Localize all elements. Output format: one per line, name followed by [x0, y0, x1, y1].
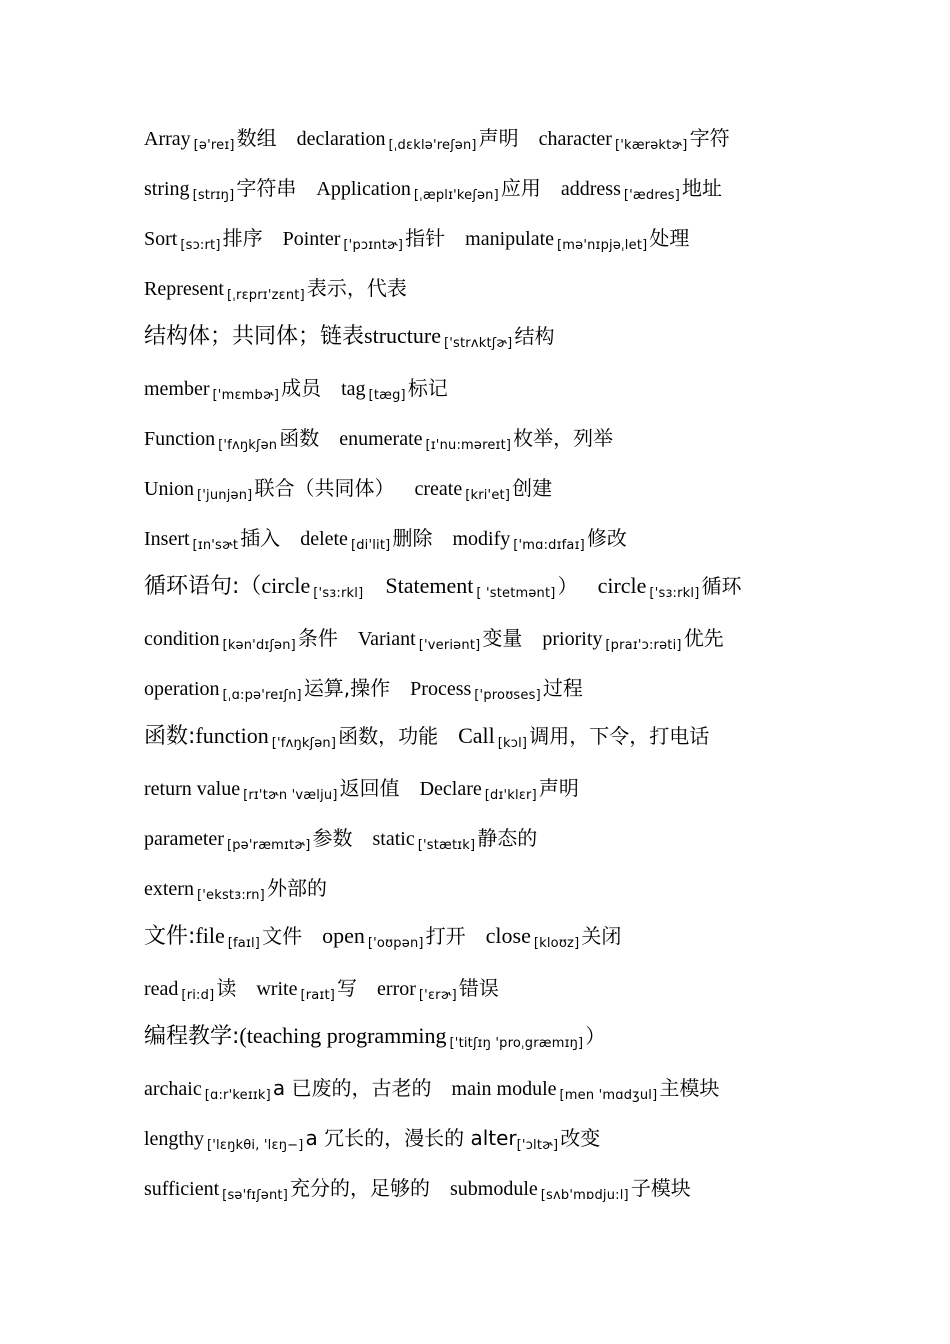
chinese-meaning: 改变: [560, 1126, 601, 1150]
phonetic: [kri'et]: [465, 488, 511, 503]
chinese-meaning: 主模块: [659, 1076, 720, 1100]
section-heading: 文件:: [144, 924, 196, 949]
vocab-term: priority: [542, 628, 603, 650]
chinese-meaning: 修改: [586, 526, 627, 550]
phonetic: [kən'dɪʃən]: [222, 638, 296, 653]
vocab-term: extern: [144, 878, 194, 900]
section-heading: 循环语句:（: [144, 574, 262, 599]
chinese-meaning: a 已废的，古老的: [272, 1076, 432, 1100]
chinese-meaning: 处理: [649, 226, 690, 250]
vocab-term: open: [322, 923, 365, 948]
vocab-line: [144, 626, 724, 654]
phonetic: ['sɜ:rkl]: [649, 586, 700, 601]
phonetic: [ɪ'nu:məreɪt]: [425, 438, 512, 453]
vocab-term: Function: [144, 428, 216, 450]
vocab-term: function: [195, 723, 269, 748]
phonetic: ['pɔɪntɚ]: [343, 238, 404, 253]
phonetic: ['oʊpən]: [367, 936, 424, 951]
vocab-term: submodule: [449, 1178, 538, 1200]
vocab-term: address: [560, 178, 621, 200]
chinese-meaning: 错误: [458, 976, 499, 1000]
vocab-term: parameter: [144, 828, 224, 850]
phonetic: [sə'fɪʃənt]: [222, 1188, 288, 1203]
vocab-term: return value: [144, 778, 241, 800]
chinese-meaning: 文件: [262, 924, 303, 948]
chinese-meaning: 外部的: [266, 876, 327, 900]
phonetic: [ˌɑ:pə'reɪʃn]: [222, 688, 302, 703]
phonetic: ['stætɪk]: [417, 838, 476, 853]
vocab-term: Variant: [357, 628, 416, 650]
phonetic: ['ɛrɚ]: [418, 988, 457, 1003]
chinese-meaning: 指针: [405, 226, 446, 250]
vocab-term: structure: [364, 323, 441, 348]
vocab-term: create: [414, 478, 463, 500]
chinese-meaning: 子模块: [630, 1176, 691, 1200]
vocab-line: [144, 476, 552, 504]
chinese-meaning: 变量: [482, 626, 523, 650]
vocab-line: [144, 574, 742, 602]
phonetic: [dɪ'klɛr]: [484, 788, 537, 803]
vocab-term: Represent: [144, 278, 224, 300]
vocab-term: manipulate: [465, 228, 554, 250]
vocab-term: Pointer: [282, 228, 341, 250]
section-heading: 结构体；共同体；链表: [144, 324, 365, 349]
phonetic: [rɪ'tɚn 'vælju]: [243, 788, 338, 803]
vocab-term: main module: [451, 1078, 557, 1100]
phonetic: [ 'stetmənt]: [476, 586, 556, 601]
chinese-meaning: 优先: [683, 626, 724, 650]
phonetic: [ə'reɪ]: [193, 138, 235, 153]
chinese-meaning: 声明: [478, 126, 519, 150]
phonetic: [tæg]: [368, 388, 406, 403]
chinese-meaning: 声明: [538, 776, 579, 800]
chinese-meaning: 函数: [279, 426, 320, 450]
phonetic: ['ædres]: [623, 188, 681, 203]
vocab-line: [144, 376, 448, 404]
section-heading: 编程教学:: [144, 1024, 240, 1049]
phonetic: ['strʌktʃɚ]: [443, 336, 513, 351]
vocab-line: [144, 1126, 600, 1154]
phonetic: [men 'mɑdʒul]: [559, 1088, 658, 1103]
vocab-term: Sort: [144, 228, 178, 250]
phonetic: [ri:d]: [181, 988, 215, 1003]
phonetic: [ˌrɛprɪ'zɛnt]: [226, 288, 305, 303]
vocab-term: enumerate: [339, 428, 423, 450]
vocab-term: character: [538, 128, 612, 150]
vocab-term: delete: [300, 528, 348, 550]
chinese-meaning: 应用: [500, 176, 541, 200]
phonetic: [raɪt]: [300, 988, 336, 1003]
phonetic: [sɔ:rt]: [180, 238, 221, 253]
vocab-line: [144, 1176, 691, 1204]
vocab-term: condition: [144, 628, 220, 650]
chinese-meaning: 数组: [236, 126, 277, 150]
vocab-term: Declare: [419, 778, 482, 800]
chinese-meaning: ）: [557, 574, 578, 598]
phonetic: ['fʌŋkʃən: [218, 438, 278, 453]
vocab-term: Insert: [144, 528, 190, 550]
vocab-line: [144, 324, 554, 352]
phonetic: [pə'ræmɪtɚ]: [226, 838, 311, 853]
vocab-line: [144, 526, 627, 554]
phonetic: ['mɛmbɚ]: [212, 388, 280, 403]
vocab-term: close: [485, 923, 531, 948]
chinese-meaning: 参数: [312, 826, 353, 850]
vocab-term: read: [144, 978, 179, 1000]
chinese-meaning: 打开: [425, 924, 466, 948]
vocab-line: [144, 724, 709, 752]
phonetic: [ɪn'sɚt: [192, 538, 239, 553]
vocab-line: [144, 976, 499, 1004]
vocab-line: [144, 924, 621, 952]
vocab-term: (teaching programming: [239, 1023, 447, 1048]
chinese-meaning: 关闭: [581, 924, 622, 948]
chinese-meaning: 运算,操作: [303, 676, 391, 700]
phonetic: ['fʌŋkʃən]: [271, 736, 337, 751]
vocab-term: Statement: [385, 573, 474, 598]
vocab-line: [144, 1024, 605, 1052]
chinese-meaning: 字符: [689, 126, 730, 150]
vocab-line: [144, 226, 689, 254]
vocab-term: error: [377, 978, 416, 1000]
vocab-term: string: [144, 178, 190, 200]
phonetic: ['titʃɪŋ 'proˌgræmɪŋ]: [449, 1036, 584, 1051]
vocab-line: [144, 826, 537, 854]
phonetic: ['ekstɜ:rn]: [196, 888, 265, 903]
chinese-meaning: 静态的: [477, 826, 538, 850]
vocab-term: Process: [410, 678, 472, 700]
vocab-line: [144, 176, 722, 204]
chinese-meaning: 地址: [682, 176, 723, 200]
chinese-meaning: 表示，代表: [306, 276, 407, 300]
phonetic: ['sɜ:rkl]: [313, 586, 364, 601]
phonetic: [ˌæplɪ'keʃən]: [413, 188, 499, 203]
vocab-line: [144, 426, 613, 454]
vocab-line: [144, 126, 730, 154]
chinese-meaning: 字符串: [236, 176, 297, 200]
phonetic: ['ɔltɚ]: [516, 1138, 559, 1153]
chinese-meaning: 成员: [281, 376, 322, 400]
vocab-term: static: [372, 828, 415, 850]
chinese-meaning: 读: [216, 976, 237, 1000]
chinese-meaning: ）: [585, 1024, 606, 1048]
chinese-meaning: 排序: [222, 226, 263, 250]
vocab-term: Array: [144, 128, 191, 150]
phonetic: [faɪl]: [227, 936, 261, 951]
chinese-meaning: 过程: [542, 676, 583, 700]
chinese-meaning: 调用，下令，打电话: [529, 724, 710, 748]
phonetic: [di'lit]: [350, 538, 391, 553]
phonetic: [sʌb'mɒdju:l]: [540, 1188, 629, 1203]
vocab-term: write: [256, 978, 298, 1000]
phonetic: ['proʊses]: [474, 688, 541, 703]
vocab-term: circle: [597, 573, 647, 598]
phonetic: [ɑ:r'keɪɪk]: [204, 1088, 271, 1103]
chinese-meaning: 插入: [240, 526, 281, 550]
chinese-meaning: 返回值: [339, 776, 400, 800]
vocab-line: [144, 776, 579, 804]
chinese-meaning: 删除: [392, 526, 433, 550]
vocab-term: member: [144, 378, 210, 400]
phonetic: [praɪ'ɔ:rəti]: [605, 638, 682, 653]
chinese-meaning: 创建: [512, 476, 553, 500]
vocab-term: Union: [144, 478, 194, 500]
vocab-term: file: [195, 923, 225, 948]
chinese-meaning: 枚举，列举: [513, 426, 614, 450]
chinese-meaning: 联合（共同体）: [254, 476, 395, 500]
vocab-line: [144, 1076, 719, 1104]
phonetic: ['kærəktɚ]: [614, 138, 688, 153]
vocab-line: [144, 876, 327, 904]
chinese-meaning: 结构: [514, 324, 555, 348]
chinese-meaning: 写: [337, 976, 358, 1000]
phonetic: ['mɑ:dɪfaɪ]: [513, 538, 585, 553]
vocab-term: circle: [261, 573, 311, 598]
vocab-term: declaration: [296, 128, 386, 150]
chinese-meaning: 充分的，足够的: [289, 1176, 430, 1200]
vocab-term: archaic: [144, 1078, 202, 1100]
chinese-meaning: 函数，功能: [338, 724, 439, 748]
phonetic: ['lɛŋkθi, 'lɛŋ−]: [207, 1138, 304, 1153]
vocab-term: sufficient: [144, 1178, 220, 1200]
phonetic: ['veriənt]: [418, 638, 481, 653]
vocab-term: lengthy: [144, 1128, 204, 1150]
phonetic: [mə'nɪpjəˌlet]: [557, 238, 648, 253]
vocab-term: modify: [452, 528, 511, 550]
vocab-line: [144, 276, 407, 304]
phonetic: [strɪŋ]: [192, 188, 235, 203]
vocab-line: [144, 676, 583, 704]
chinese-meaning: 条件: [297, 626, 338, 650]
phonetic: ['junjən]: [197, 488, 253, 503]
chinese-meaning: 标记: [407, 376, 448, 400]
vocab-term: operation: [144, 678, 220, 700]
section-heading: 函数:: [144, 724, 196, 749]
vocab-term: tag: [341, 378, 366, 400]
phonetic: [kɔl]: [497, 736, 528, 751]
chinese-meaning: a 冗长的，漫长的 alter: [305, 1126, 517, 1150]
vocab-term: Call: [458, 723, 495, 748]
phonetic: [kloʊz]: [533, 936, 580, 951]
vocab-term: Application: [316, 178, 411, 200]
phonetic: [ˌdɛklə'reʃən]: [388, 138, 477, 153]
chinese-meaning: 循环: [701, 574, 742, 598]
